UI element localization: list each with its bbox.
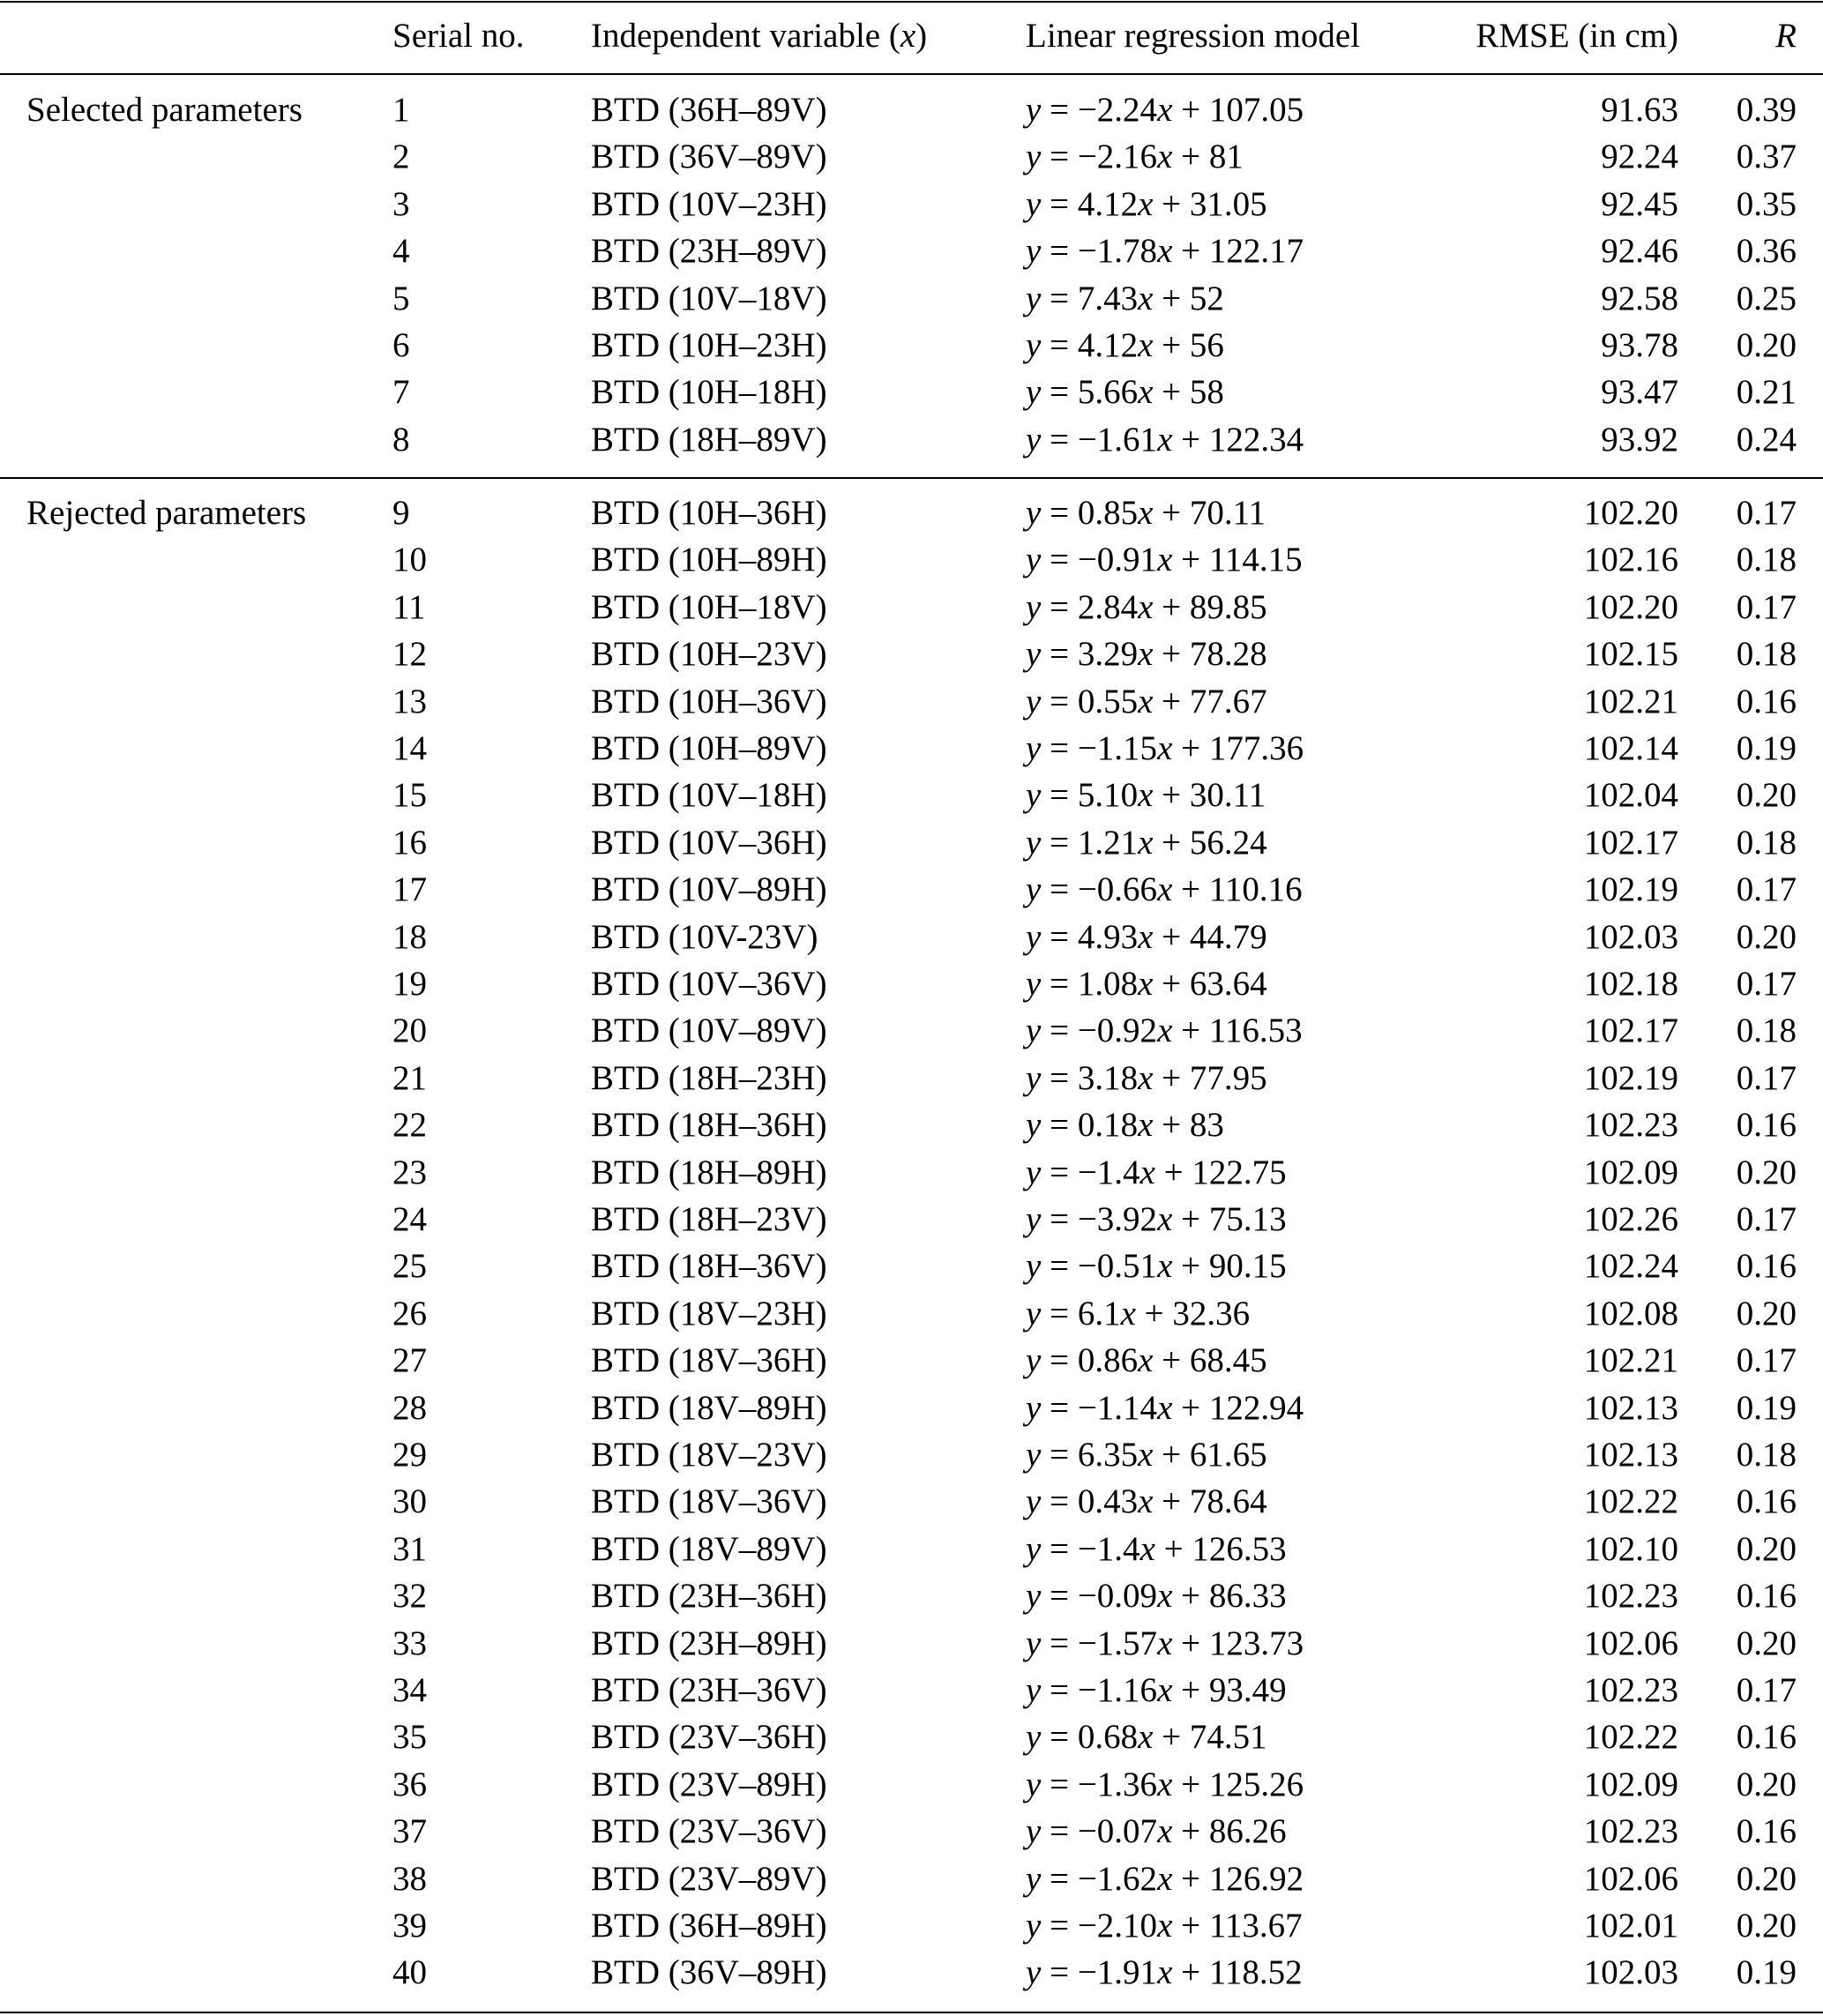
r-cell: 0.17 [1736,965,1797,1003]
model-cell: y = 4.12x + 56 [1026,326,1224,364]
rmse-cell: 102.26 [1583,1200,1678,1238]
serial-cell: 8 [392,421,410,459]
variable-cell: BTD (18H–23H) [591,1059,827,1097]
model-cell: y = 0.85x + 70.11 [1026,494,1266,532]
variable-cell: BTD (18H–36H) [591,1106,827,1144]
r-cell: 0.16 [1736,1106,1797,1144]
variable-cell: BTD (23H–36V) [591,1671,827,1709]
model-cell: y = −1.16x + 93.49 [1026,1671,1287,1709]
rmse-cell: 102.21 [1583,683,1678,721]
rmse-cell: 102.03 [1583,918,1678,956]
model-cell: y = 3.29x + 78.28 [1026,635,1267,673]
header-serial: Serial no. [392,17,525,55]
serial-cell: 27 [392,1341,427,1379]
model-cell: y = 0.86x + 68.45 [1026,1341,1267,1379]
serial-cell: 32 [392,1577,427,1615]
model-cell: y = −2.16x + 81 [1026,138,1244,175]
variable-cell: BTD (18V–23H) [591,1295,827,1333]
serial-cell: 12 [392,635,427,673]
r-cell: 0.20 [1736,1154,1797,1191]
r-cell: 0.17 [1736,588,1797,626]
variable-cell: BTD (36V–89V) [591,138,827,175]
rmse-cell: 102.09 [1583,1766,1678,1803]
r-cell: 0.17 [1736,1200,1797,1238]
rmse-cell: 102.14 [1583,729,1678,767]
r-cell: 0.20 [1736,776,1797,814]
serial-cell: 31 [392,1530,427,1568]
r-cell: 0.20 [1736,1624,1797,1662]
serial-cell: 35 [392,1718,427,1756]
variable-cell: BTD (18H–89V) [591,421,827,459]
model-cell: y = 0.43x + 78.64 [1026,1482,1267,1520]
variable-cell: BTD (10H–36H) [591,494,827,532]
rmse-cell: 102.09 [1583,1154,1678,1191]
model-cell: y = −1.4x + 122.75 [1026,1154,1287,1191]
serial-cell: 13 [392,683,427,721]
model-cell: y = 5.10x + 30.11 [1026,776,1266,814]
r-cell: 0.17 [1736,1671,1797,1709]
model-cell: y = −1.36x + 125.26 [1026,1766,1304,1803]
rmse-cell: 102.23 [1583,1577,1678,1615]
rmse-cell: 102.01 [1583,1907,1678,1945]
serial-cell: 11 [392,588,426,626]
variable-cell: BTD (10H–23H) [591,326,827,364]
rmse-cell: 102.16 [1583,541,1678,579]
variable-cell: BTD (18V–23V) [591,1436,827,1474]
serial-cell: 1 [392,91,410,129]
variable-cell: BTD (36H–89H) [591,1907,827,1945]
model-cell: y = −0.92x + 116.53 [1026,1012,1303,1049]
r-cell: 0.19 [1736,1389,1797,1427]
rmse-cell: 93.78 [1601,326,1678,364]
serial-cell: 3 [392,185,410,223]
r-cell: 0.17 [1736,494,1797,532]
model-cell: y = −1.61x + 122.34 [1026,421,1304,459]
r-cell: 0.20 [1736,1766,1797,1803]
serial-cell: 37 [392,1812,427,1850]
variable-cell: BTD (36V–89H) [591,1953,827,1991]
rmse-cell: 92.45 [1601,185,1678,223]
r-cell: 0.17 [1736,1341,1797,1379]
serial-cell: 15 [392,776,427,814]
variable-cell: BTD (18V–36V) [591,1482,827,1520]
variable-cell: BTD (23V–89V) [591,1860,827,1898]
model-cell: y = −0.66x + 110.16 [1026,870,1303,908]
variable-cell: BTD (10V–36V) [591,965,827,1003]
model-cell: y = −1.78x + 122.17 [1026,232,1304,270]
rmse-cell: 102.06 [1583,1624,1678,1662]
rmse-cell: 102.22 [1583,1718,1678,1756]
header-model: Linear regression model [1026,17,1361,55]
variable-cell: BTD (10H–89V) [591,729,827,767]
r-cell: 0.16 [1736,1577,1797,1615]
model-cell: y = 6.35x + 61.65 [1026,1436,1267,1474]
variable-cell: BTD (10H–18V) [591,588,827,626]
r-cell: 0.35 [1736,185,1797,223]
header-r: R [1775,17,1797,55]
r-cell: 0.20 [1736,326,1797,364]
serial-cell: 6 [392,326,410,364]
group-label: Rejected parameters [26,494,307,532]
model-cell: y = 6.1x + 32.36 [1026,1295,1251,1333]
rmse-cell: 92.58 [1601,280,1678,317]
rmse-cell: 102.23 [1583,1671,1678,1709]
serial-cell: 38 [392,1860,427,1898]
r-cell: 0.24 [1736,421,1797,459]
serial-cell: 33 [392,1624,427,1662]
rmse-cell: 102.10 [1583,1530,1678,1568]
variable-cell: BTD (10H–89H) [591,541,827,579]
serial-cell: 2 [392,138,410,175]
rmse-cell: 102.06 [1583,1860,1678,1898]
r-cell: 0.19 [1736,1953,1797,1991]
rmse-cell: 102.13 [1583,1389,1678,1427]
model-cell: y = −1.4x + 126.53 [1026,1530,1287,1568]
r-cell: 0.18 [1736,541,1797,579]
model-cell: y = −1.14x + 122.94 [1026,1389,1304,1427]
rmse-cell: 102.23 [1583,1812,1678,1850]
serial-cell: 10 [392,541,427,579]
r-cell: 0.16 [1736,1718,1797,1756]
rmse-cell: 102.18 [1583,965,1678,1003]
r-cell: 0.18 [1736,1012,1797,1049]
group-label: Selected parameters [26,91,303,129]
serial-cell: 26 [392,1295,427,1333]
serial-cell: 19 [392,965,427,1003]
r-cell: 0.16 [1736,683,1797,721]
serial-cell: 4 [392,232,410,270]
variable-cell: BTD (10V–36H) [591,824,827,862]
model-cell: y = −2.24x + 107.05 [1026,91,1304,129]
model-cell: y = 0.68x + 74.51 [1026,1718,1267,1756]
variable-cell: BTD (10V–23H) [591,185,827,223]
serial-cell: 25 [392,1247,427,1285]
r-cell: 0.16 [1736,1247,1797,1285]
rmse-cell: 102.08 [1583,1295,1678,1333]
variable-cell: BTD (18H–23V) [591,1200,827,1238]
header-independent-variable: Independent variable (x) [591,17,928,55]
header-rule [0,73,1823,75]
model-cell: y = −0.09x + 86.33 [1026,1577,1287,1615]
model-cell: y = −1.62x + 126.92 [1026,1860,1304,1898]
rmse-cell: 102.20 [1583,494,1678,532]
model-cell: y = 4.93x + 44.79 [1026,918,1267,956]
r-cell: 0.25 [1736,280,1797,317]
r-cell: 0.21 [1736,373,1797,411]
rmse-cell: 102.19 [1583,1059,1678,1097]
r-cell: 0.20 [1736,1295,1797,1333]
serial-cell: 14 [392,729,427,767]
model-cell: y = −1.57x + 123.73 [1026,1624,1304,1662]
r-cell: 0.17 [1736,1059,1797,1097]
variable-cell: BTD (23V–36H) [591,1718,827,1756]
rmse-cell: 102.15 [1583,635,1678,673]
r-cell: 0.39 [1736,91,1797,129]
r-cell: 0.18 [1736,1436,1797,1474]
rmse-cell: 102.03 [1583,1953,1678,1991]
variable-cell: BTD (23H–89V) [591,232,827,270]
rmse-cell: 102.22 [1583,1482,1678,1520]
serial-cell: 28 [392,1389,427,1427]
serial-cell: 30 [392,1482,427,1520]
r-cell: 0.18 [1736,635,1797,673]
rmse-cell: 102.20 [1583,588,1678,626]
r-cell: 0.36 [1736,232,1797,270]
header-rmse: RMSE (in cm) [1476,17,1678,55]
serial-cell: 23 [392,1154,427,1191]
serial-cell: 40 [392,1953,427,1991]
model-cell: y = −3.92x + 75.13 [1026,1200,1287,1238]
rmse-cell: 102.04 [1583,776,1678,814]
rmse-cell: 93.47 [1601,373,1678,411]
r-cell: 0.16 [1736,1812,1797,1850]
model-cell: y = −1.91x + 118.52 [1026,1953,1303,1991]
variable-cell: BTD (18H–36V) [591,1247,827,1285]
variable-cell: BTD (23H–89H) [591,1624,827,1662]
model-cell: y = 2.84x + 89.85 [1026,588,1267,626]
rmse-cell: 92.46 [1601,232,1678,270]
variable-cell: BTD (18V–36H) [591,1341,827,1379]
rmse-cell: 91.63 [1601,91,1678,129]
r-cell: 0.37 [1736,138,1797,175]
variable-cell: BTD (23V–36V) [591,1812,827,1850]
variable-cell: BTD (23V–89H) [591,1766,827,1803]
table-bottom-rule [0,2012,1823,2013]
serial-cell: 9 [392,494,410,532]
serial-cell: 20 [392,1012,427,1049]
model-cell: y = −0.91x + 114.15 [1026,541,1303,579]
r-cell: 0.16 [1736,1482,1797,1520]
serial-cell: 24 [392,1200,427,1238]
variable-cell: BTD (18H–89H) [591,1154,827,1191]
model-cell: y = 1.21x + 56.24 [1026,824,1267,862]
model-cell: y = 5.66x + 58 [1026,373,1224,411]
rmse-cell: 102.21 [1583,1341,1678,1379]
variable-cell: BTD (18V–89H) [591,1389,827,1427]
rmse-cell: 102.17 [1583,1012,1678,1049]
rmse-cell: 92.24 [1601,138,1678,175]
variable-cell: BTD (23H–36H) [591,1577,827,1615]
model-cell: y = −0.07x + 86.26 [1026,1812,1287,1850]
model-cell: y = −1.15x + 177.36 [1026,729,1304,767]
variable-cell: BTD (10H–36V) [591,683,827,721]
variable-cell: BTD (10V–89V) [591,1012,827,1049]
variable-cell: BTD (18V–89V) [591,1530,827,1568]
rmse-cell: 102.17 [1583,824,1678,862]
serial-cell: 34 [392,1671,427,1709]
serial-cell: 21 [392,1059,427,1097]
r-cell: 0.20 [1736,1530,1797,1568]
r-cell: 0.18 [1736,824,1797,862]
model-cell: y = −2.10x + 113.67 [1026,1907,1303,1945]
serial-cell: 7 [392,373,410,411]
rmse-cell: 102.23 [1583,1106,1678,1144]
serial-cell: 22 [392,1106,427,1144]
model-cell: y = 1.08x + 63.64 [1026,965,1267,1003]
table-top-rule [0,1,1823,3]
serial-cell: 16 [392,824,427,862]
model-cell: y = 3.18x + 77.95 [1026,1059,1267,1097]
variable-cell: BTD (10V–18H) [591,776,827,814]
rmse-cell: 102.13 [1583,1436,1678,1474]
rmse-cell: 102.19 [1583,870,1678,908]
serial-cell: 17 [392,870,427,908]
variable-cell: BTD (10V–89H) [591,870,827,908]
group-separator-rule [0,477,1823,479]
r-cell: 0.20 [1736,1860,1797,1898]
r-cell: 0.17 [1736,870,1797,908]
r-cell: 0.20 [1736,1907,1797,1945]
serial-cell: 18 [392,918,427,956]
serial-cell: 36 [392,1766,427,1803]
r-cell: 0.19 [1736,729,1797,767]
variable-cell: BTD (10H–18H) [591,373,827,411]
r-cell: 0.20 [1736,918,1797,956]
model-cell: y = 0.18x + 83 [1026,1106,1224,1144]
variable-cell: BTD (10V–18V) [591,280,827,317]
variable-cell: BTD (10H–23V) [591,635,827,673]
model-cell: y = 4.12x + 31.05 [1026,185,1267,223]
model-cell: y = −0.51x + 90.15 [1026,1247,1287,1285]
serial-cell: 39 [392,1907,427,1945]
serial-cell: 5 [392,280,410,317]
rmse-cell: 93.92 [1601,421,1678,459]
serial-cell: 29 [392,1436,427,1474]
model-cell: y = 0.55x + 77.67 [1026,683,1267,721]
rmse-cell: 102.24 [1583,1247,1678,1285]
variable-cell: BTD (36H–89V) [591,91,827,129]
model-cell: y = 7.43x + 52 [1026,280,1224,317]
variable-cell: BTD (10V-23V) [591,918,818,956]
